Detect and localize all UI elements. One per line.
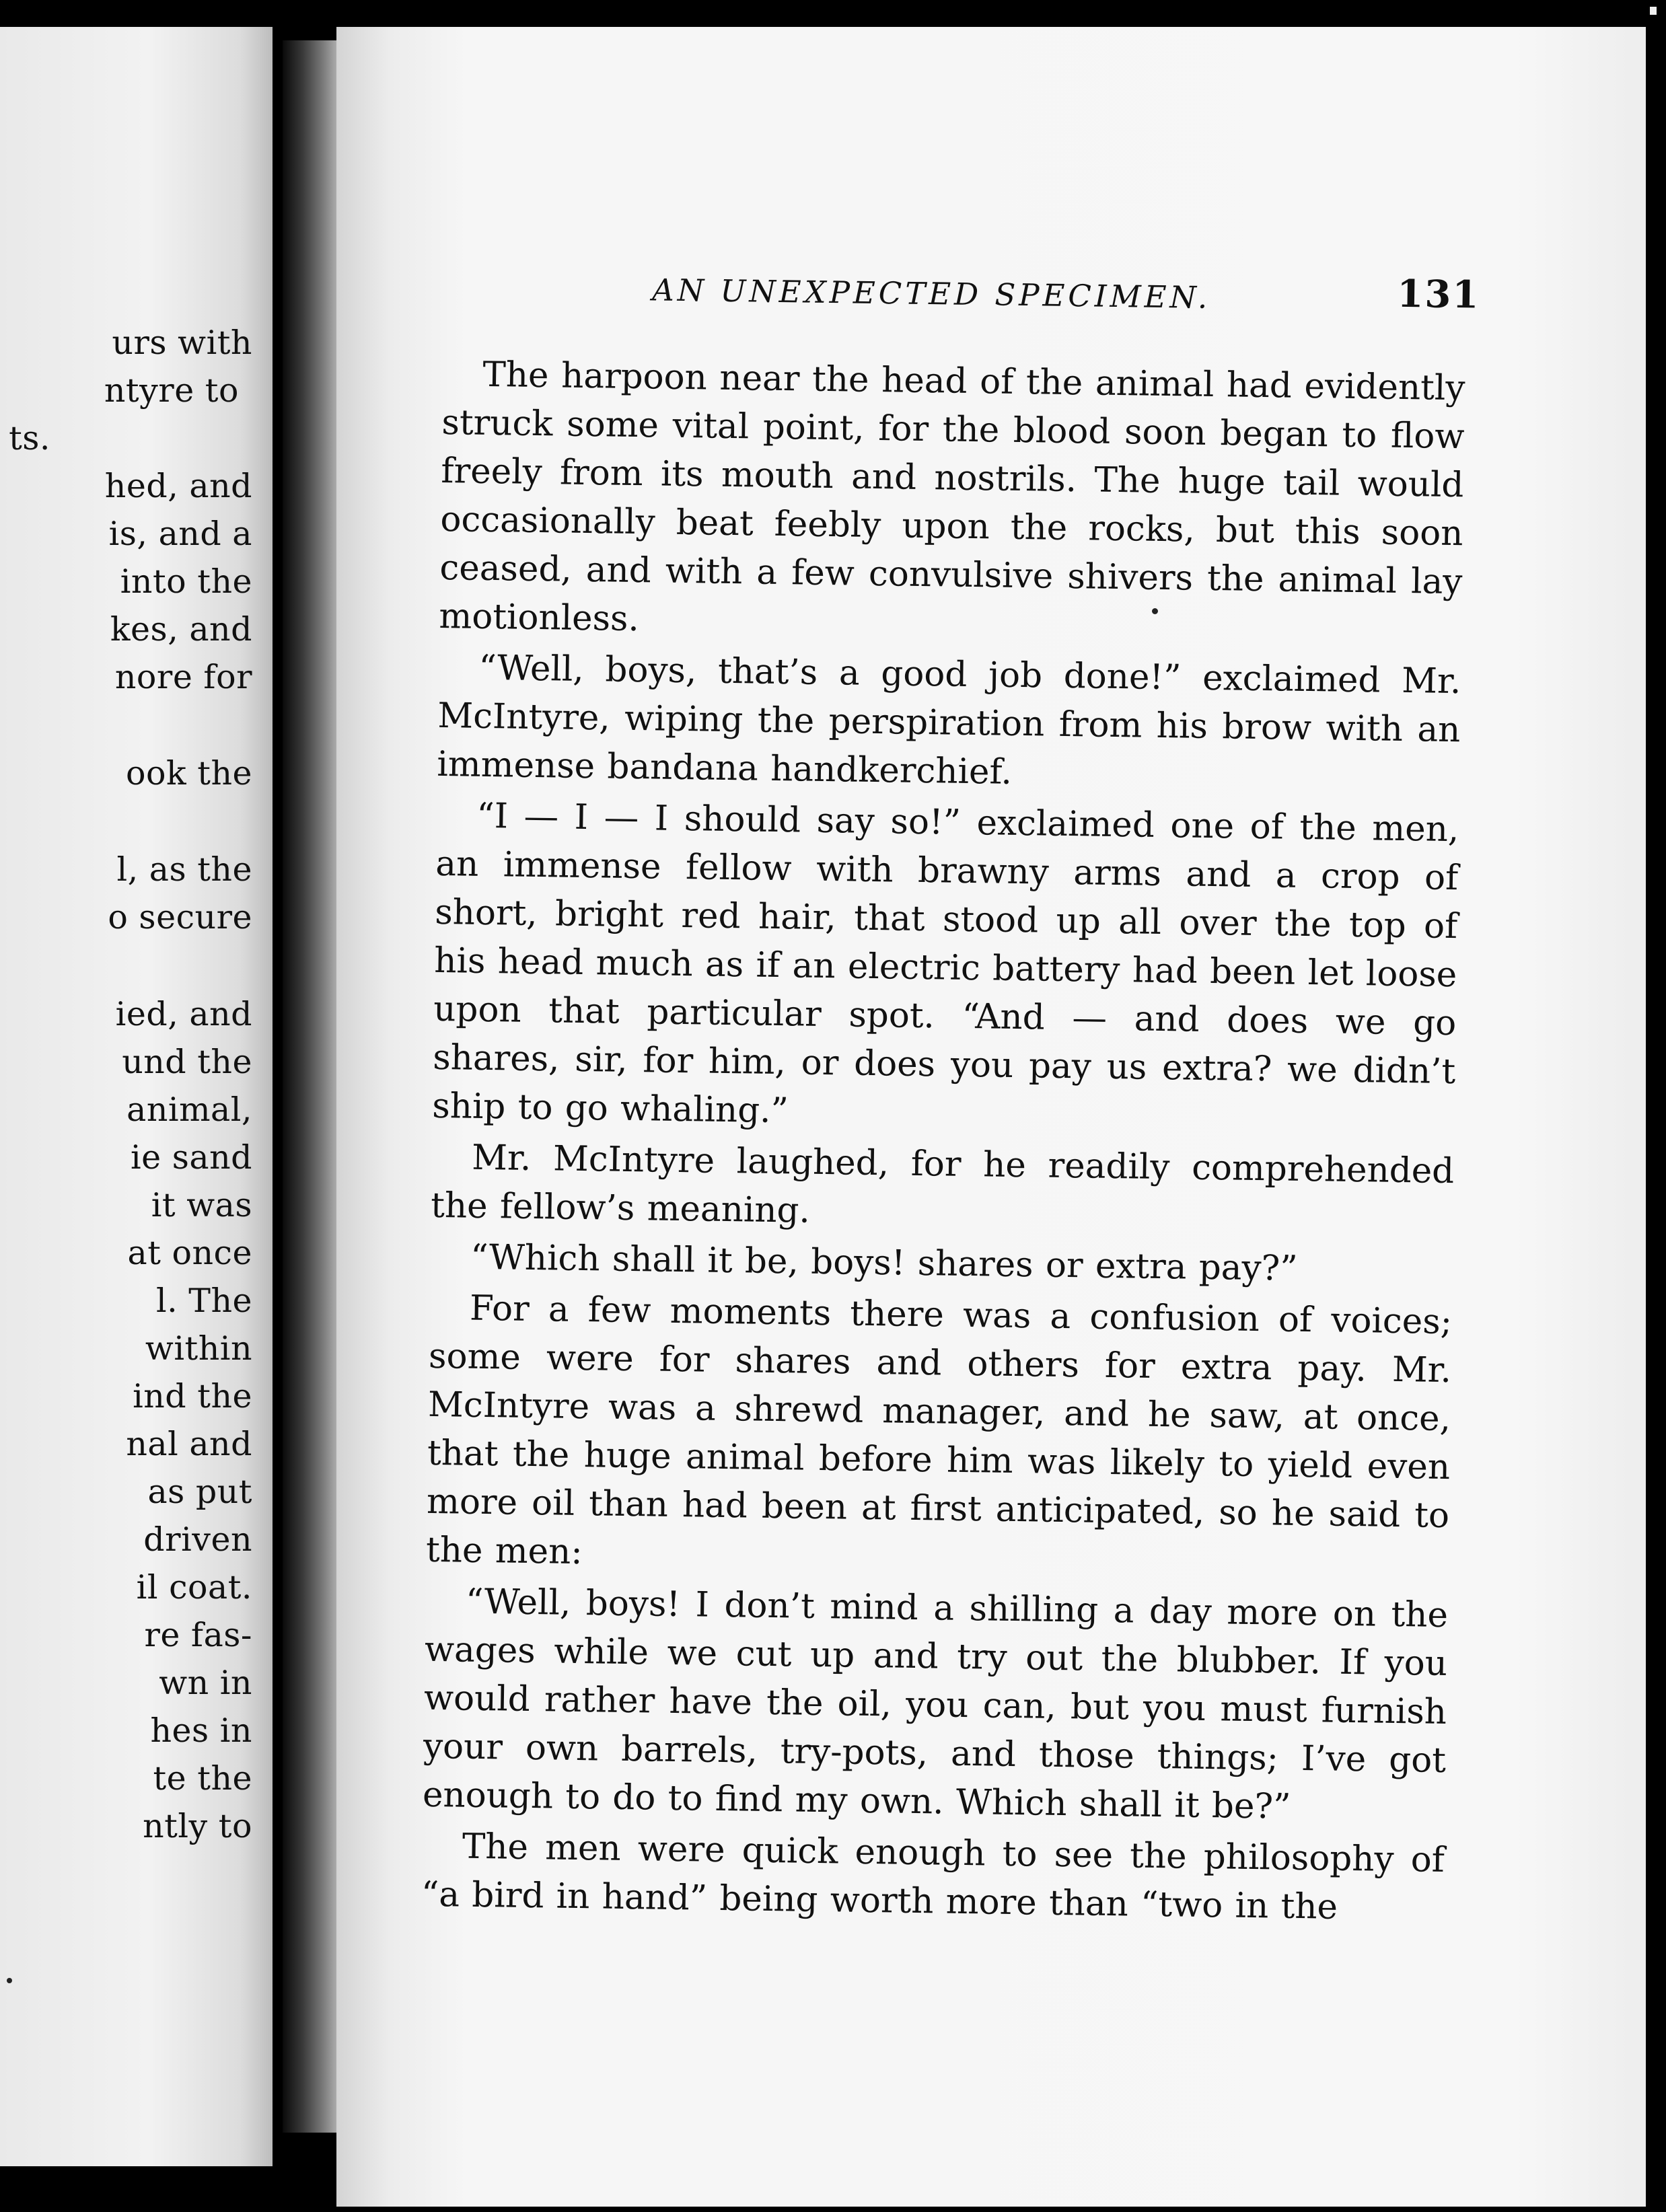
left-page-line: ntly to (143, 1807, 252, 1845)
ink-speck (1152, 608, 1158, 614)
running-title: AN UNEXPECTED SPECIMEN. (651, 272, 1211, 316)
ink-speck (7, 1978, 12, 1983)
left-page-line: te the (153, 1759, 252, 1798)
left-page-line: kes, and (110, 610, 252, 649)
left-page-line: nore for (114, 658, 252, 696)
left-page-line: driven (143, 1520, 252, 1559)
left-page-line: hed, and (104, 467, 252, 505)
left-page-line: nal and (126, 1425, 252, 1463)
paragraph: Mr. McIntyre laughed, for he readily comprehended the fellow’s meaning. (430, 1137, 1455, 1231)
paragraph: For a few moments there was a confusion of voices; some were for shares and others for extra pay. Mr. McIntyre was a shrewd manager, and he saw, at once, that the huge animal before him was likely to yield even more oil than had been at first anticipated, so he said to the men: (425, 1288, 1453, 1573)
left-page-line: it was (151, 1186, 252, 1224)
left-page-line: animal, (126, 1091, 252, 1129)
left-page-line: ts. (9, 419, 50, 457)
left-page-line: as put (147, 1473, 252, 1511)
page-content (421, 256, 1480, 1936)
left-page-line: urs with (112, 324, 252, 362)
left-page-line: ie sand (130, 1138, 252, 1177)
left-page-line: wn in (159, 1664, 252, 1702)
left-page (0, 27, 273, 2166)
running-head (443, 256, 1480, 324)
paragraph: “Which shall it be, boys! shares or extra pay?” (470, 1237, 1298, 1289)
left-page-line: il coat. (136, 1568, 252, 1607)
left-page-line: within (145, 1329, 252, 1368)
left-page-line: und the (122, 1043, 252, 1081)
page-number: 131 (1396, 271, 1480, 318)
left-page-line: is, and a (108, 515, 252, 553)
left-page-line: ook the (125, 754, 252, 792)
paragraph: The harpoon near the head of the animal had evidently struck some vital point, for the blood soon began to flow freely from its mouth and nostrils. The huge tail would occasionally beat feebly upon the rocks, but this soon ceased, and with a few convulsive shivers the animal lay motionless. (439, 354, 1465, 640)
body-text (421, 350, 1465, 1933)
left-page-line: l, as the (116, 850, 252, 889)
paragraph: “Well, boys, that’s a good job done!” exclaimed Mr. McIntyre, wiping the perspiration from his brow with an immense bandana handkerchief. (437, 647, 1461, 792)
left-page-line: into the (120, 562, 252, 601)
left-page-line: at once (127, 1234, 252, 1272)
left-page-line: ied, and (115, 995, 252, 1033)
paragraph: The men were quick enough to see the philosophy of “a bird in hand” being worth more than “two in the (421, 1826, 1445, 1927)
paragraph: “I — I — I should say so!” exclaimed one of the men, an immense fellow with brawny arms and a crop of short, bright red hair, that stood up all over the top of his head much as if an electric battery had been let loose upon that particular spot. “And — and does we go shares, sir, for him, or does you pay us extra? we didn’t ship to go whaling.” (431, 795, 1459, 1132)
left-page-line: l. The (155, 1282, 252, 1320)
left-page-line: ind the (133, 1377, 252, 1415)
scan-edge-mark (1650, 7, 1657, 15)
right-page (336, 27, 1646, 2207)
paragraph: “Well, boys! I don’t mind a shilling a day more on the wages while we cut up and try out the blubber. If you would rather have the oil, you can, but you must furnish your own barrels, try-pots, and those things; I’ve got enough to do to find my own. Which shall it be?” (422, 1581, 1449, 1827)
left-page-line: o secure (108, 898, 252, 936)
left-page-line: ntyre to (104, 371, 239, 410)
left-page-line: hes in (150, 1711, 252, 1750)
left-page-line: re fas- (144, 1616, 252, 1654)
